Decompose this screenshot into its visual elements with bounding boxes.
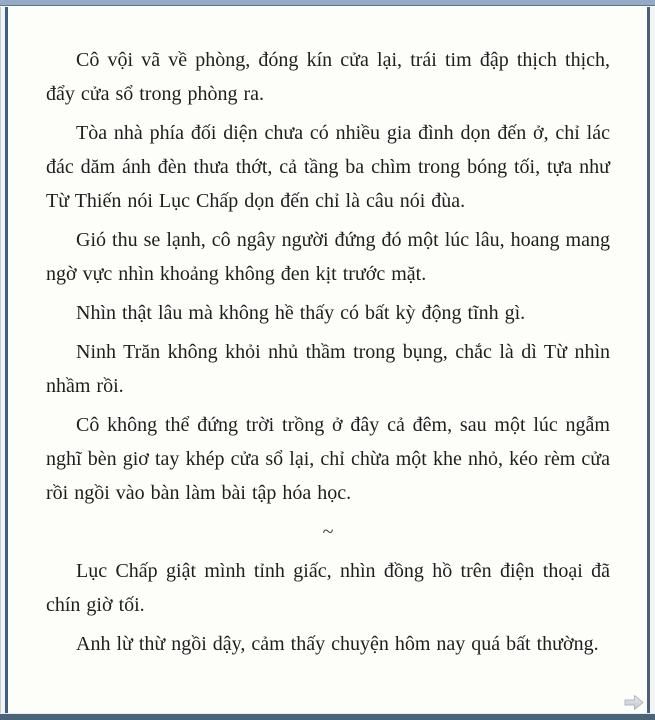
page-content: [8, 7, 647, 713]
paragraph: Cô không thể đứng trời trồng ở đây cả đêm, sau một lúc ngẫm nghĩ bèn giơ tay khép cửa sổ lại, chỉ chừa một khe nhỏ, kéo rèm cửa rồi ngồi vào bàn làm bài tập hóa học.: [46, 414, 610, 504]
window-border-right: [647, 7, 655, 714]
window-border-top: [0, 0, 655, 6]
section-separator: ~: [322, 521, 334, 543]
paragraph: Ninh Trăn không khỏi nhủ thầm trong bụng, chắc là dì Từ nhìn nhầm rồi.: [46, 341, 610, 397]
paragraph: Nhìn thật lâu mà không hề thấy có bất kỳ động tĩnh gì.: [76, 302, 526, 324]
window-border-left: [0, 7, 8, 714]
paragraph: Lục Chấp giật mình tỉnh giấc, nhìn đồng hồ trên điện thoại đã chín giờ tối.: [46, 560, 610, 616]
paragraph: Gió thu se lạnh, cô ngây người đứng đó một lúc lâu, hoang mang ngờ vực nhìn khoảng không đen kịt trước mặt.: [46, 229, 610, 285]
paragraph: Anh lừ thừ ngồi dậy, cảm thấy chuyện hôm nay quá bất thường.: [76, 633, 599, 655]
window-border-bottom: [0, 713, 655, 720]
next-page-arrow-icon[interactable]: [624, 694, 644, 711]
paragraph: Tòa nhà phía đối diện chưa có nhiều gia đình dọn đến ở, chỉ lác đác dăm ánh đèn thưa thớt, cả tầng ba chìm trong bóng tối, tựa như Từ Thiến nói Lục Chấp dọn đến chỉ là câu nói đùa.: [46, 122, 610, 212]
paragraph: Cô vội vã về phòng, đóng kín cửa lại, trái tim đập thịch thịch, đẩy cửa sổ trong phòng ra.: [46, 49, 610, 105]
